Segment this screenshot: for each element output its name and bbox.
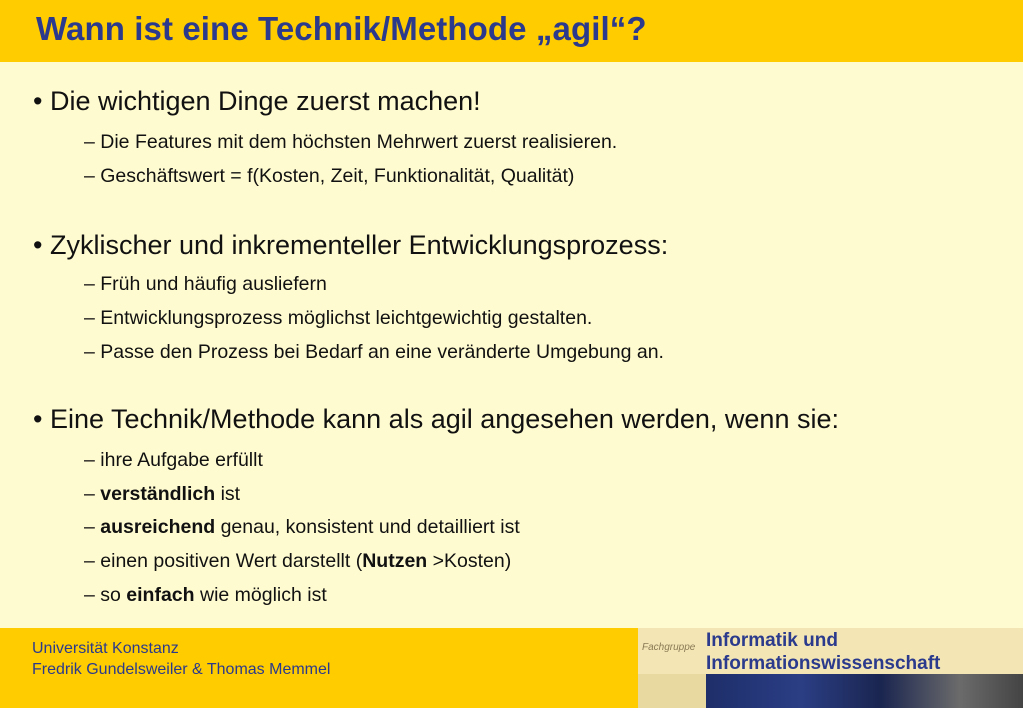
sub-item	[84, 550, 511, 573]
sub-item-text: –	[84, 483, 101, 505]
sub-item: – Früh und häufig ausliefern	[84, 273, 327, 295]
sub-item: – Entwicklungsprozess möglichst leichtgewichtig gestalten.	[84, 307, 593, 329]
sub-item: – Die Features mit dem höchsten Mehrwert zuerst realisieren.	[84, 131, 618, 153]
footer-university: Universität Konstanz	[32, 640, 179, 657]
bullet-1: • Die wichtigen Dinge zuerst machen!	[33, 86, 481, 116]
sub-item-bold: ausreichend	[100, 516, 216, 538]
logo-prefix: Fachgruppe	[642, 642, 696, 653]
bullet-3: • Eine Technik/Methode kann als agil angesehen werden, wenn sie:	[33, 404, 839, 434]
sub-item-bold: einfach	[126, 584, 195, 606]
logo-image-strip	[706, 674, 1023, 708]
sub-item-text: –	[84, 516, 101, 538]
footer-authors: Fredrik Gundelsweiler & Thomas Memmel	[32, 661, 331, 678]
sub-item	[84, 584, 327, 607]
slide-footer	[0, 628, 1023, 708]
sub-item-text: genau, konsistent und detailliert ist	[215, 516, 520, 538]
sub-item-text: wie möglich ist	[194, 584, 327, 606]
department-logo	[638, 628, 1023, 708]
sub-item-text: – so	[84, 584, 127, 606]
sub-item	[84, 483, 240, 506]
bullet-2: • Zyklischer und inkrementeller Entwicklungsprozess:	[33, 230, 669, 260]
slide-title: Wann ist eine Technik/Methode „agil“?	[36, 10, 647, 47]
logo-line-1: Informatik und	[706, 630, 838, 651]
sub-item	[84, 516, 520, 539]
slide-content	[0, 62, 1023, 628]
sub-item: – Geschäftswert = f(Kosten, Zeit, Funktionalität, Qualität)	[84, 165, 575, 187]
sub-item-bold: Nutzen	[362, 550, 428, 572]
footer-credits	[32, 638, 330, 680]
sub-item-text: – ihre Aufgabe erfüllt	[84, 449, 263, 471]
logo-line-2: Informationswissenschaft	[706, 653, 941, 674]
sub-item	[84, 449, 263, 472]
slide-header	[0, 0, 1023, 62]
sub-item-text: >Kosten)	[427, 550, 512, 572]
sub-item-text: ist	[215, 483, 241, 505]
sub-item: – Passe den Prozess bei Bedarf an eine veränderte Umgebung an.	[84, 341, 664, 363]
sub-item-bold: verständlich	[100, 483, 216, 505]
sub-item-text: – einen positiven Wert darstellt (	[84, 550, 363, 572]
